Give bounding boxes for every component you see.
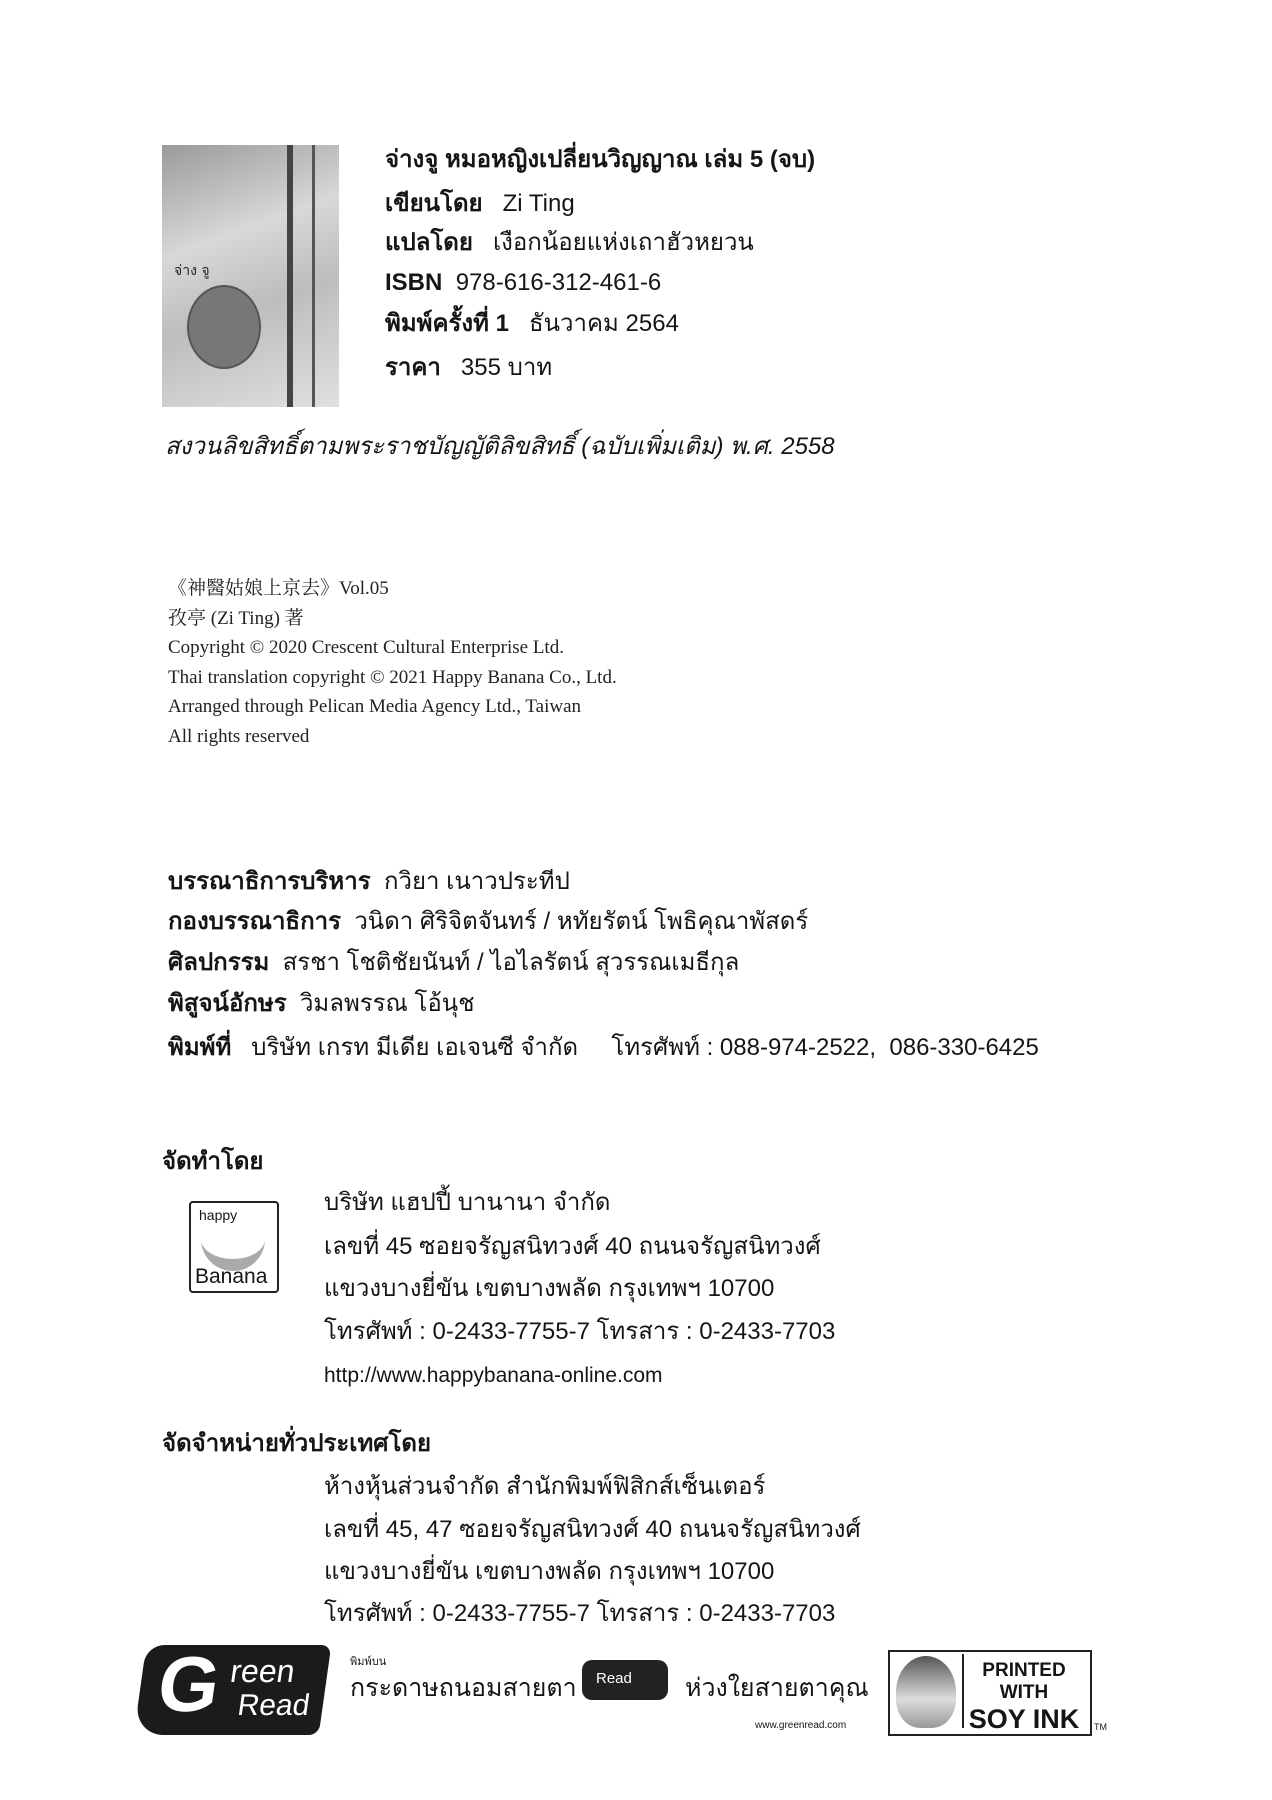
staff-role: พิมพ์ที่ — [168, 1034, 232, 1061]
logo-text-happy: happy — [199, 1207, 238, 1223]
rights-reserved: All rights reserved — [168, 725, 310, 747]
distributor-company: ห้างหุ้นส่วนจำกัด สำนักพิมพ์ฟิสิกส์เซ็นเตอร์ — [324, 1473, 766, 1500]
staff-names: กวิยา เนาวประทีป — [383, 868, 570, 895]
trademark: TM — [1094, 1722, 1107, 1732]
isbn-label: ISBN — [385, 269, 443, 296]
staff-role: กองบรรณาธิการ — [168, 908, 341, 935]
translation-copyright-line: Thai translation copyright © 2021 Happy Banana Co., Ltd. — [168, 666, 617, 688]
staff-row — [168, 1030, 1039, 1066]
translator-value: เงือกน้อยแห่งเถาฮัวหยวน — [492, 229, 754, 256]
edition-date: ธันวาคม 2564 — [528, 310, 679, 337]
logo-text-banana: Banana — [195, 1265, 268, 1288]
copyright-line: Copyright © 2020 Crescent Cultural Enterprise Ltd. — [168, 637, 564, 659]
cover-title: จ่าง จู — [174, 263, 210, 279]
staff-names: วนิดา ศิริจิตจันทร์ / หทัยรัตน์ โพธิคุณาพัสดร์ — [354, 908, 809, 935]
edition-row — [385, 306, 679, 342]
producer-address: เลขที่ 45 ซอยจรัญสนิทวงศ์ 40 ถนนจรัญสนิทวงศ์ — [324, 1233, 821, 1260]
producer-company: บริษัท แฮปปี้ บานานา จำกัด — [324, 1189, 611, 1216]
staff-row — [168, 986, 474, 1022]
author-label: เขียนโดย — [385, 190, 483, 217]
staff-row — [168, 904, 808, 940]
original-author: 孜亭 (Zi Ting) 著 — [168, 607, 304, 629]
staff-role: พิสูจน์อักษร — [168, 990, 287, 1017]
soy-text: SOY INK — [968, 1704, 1080, 1734]
staff-names: วิมลพรรณ โอ้นุช — [299, 990, 475, 1017]
isbn-row — [385, 265, 661, 301]
logo-text: Read — [596, 1670, 632, 1687]
logo-letter: G — [152, 1640, 226, 1728]
producer-address-district: แขวงบางยี่ขัน เขตบางพลัด กรุงเทพฯ 10700 — [324, 1275, 775, 1302]
staff-names: บริษัท เกรท มีเดีย เอเจนซี จำกัด โทรศัพท์ : 088-974-2522, 086-330-6425 — [251, 1034, 1039, 1061]
price-row — [385, 350, 552, 386]
price-label: ราคา — [385, 354, 441, 381]
staff-row — [168, 945, 739, 981]
logo-text: reen — [228, 1653, 298, 1689]
price-value: 355 บาท — [460, 354, 553, 381]
copyright-block — [168, 574, 617, 752]
edition-label: พิมพ์ครั้งที่ 1 — [385, 310, 509, 337]
distributor-address: เลขที่ 45, 47 ซอยจรัญสนิทวงศ์ 40 ถนนจรัญสนิทวงศ์ — [324, 1516, 861, 1543]
soy-text: PRINTED WITH — [982, 1660, 1066, 1703]
staff-names: สรชา โชติชัยนันท์ / ไอไลรัตน์ สุวรรณเมธีกุล — [282, 949, 740, 976]
logo-text: Read — [235, 1689, 312, 1722]
legal-notice: สงวนลิขสิทธิ์ตามพระราชบัญญัติลิขสิทธิ์ (ฉบับเพิ่มเติม) พ.ศ. 2558 — [165, 433, 835, 460]
staff-row — [168, 864, 570, 900]
staff-role: ศิลปกรรม — [168, 949, 270, 976]
green-read-small-logo — [582, 1660, 668, 1700]
isbn-value: 978-616-312-461-6 — [455, 269, 662, 296]
producer-heading: จัดทำโดย — [162, 1148, 264, 1175]
original-title: 《神醫姑娘上京去》Vol.05 — [168, 578, 389, 599]
staff-role: บรรณาธิการบริหาร — [168, 868, 371, 895]
slogan: ห่วงใยสายตาคุณ — [685, 1674, 869, 1702]
author-row — [385, 186, 575, 222]
green-read-url: www.greenread.com — [755, 1720, 847, 1731]
book-cover-image — [162, 145, 339, 407]
green-read-logo — [134, 1640, 332, 1735]
paper-label: กระดาษถนอมสายตา — [350, 1674, 577, 1702]
happy-banana-logo — [189, 1201, 279, 1293]
distributor-address-district: แขวงบางยี่ขัน เขตบางพลัด กรุงเทพฯ 10700 — [324, 1558, 775, 1585]
printed-on-label: พิมพ์บน — [350, 1656, 387, 1668]
translator-row — [385, 225, 754, 261]
ink-drop-icon — [896, 1656, 956, 1728]
author-value: Zi Ting — [502, 190, 575, 217]
book-title: จ่างจู หมอหญิงเปลี่ยนวิญญาณ เล่ม 5 (จบ) — [385, 146, 816, 173]
distributor-phone: โทรศัพท์ : 0-2433-7755-7 โทรสาร : 0-2433-7703 — [324, 1600, 836, 1627]
translator-label: แปลโดย — [385, 229, 473, 256]
producer-phone: โทรศัพท์ : 0-2433-7755-7 โทรสาร : 0-2433-7703 — [324, 1318, 836, 1345]
soy-ink-logo — [888, 1650, 1092, 1736]
producer-website-link[interactable]: http://www.happybanana-online.com — [324, 1364, 663, 1387]
distributor-heading: จัดจำหน่ายทั่วประเทศโดย — [162, 1430, 432, 1457]
agency-line: Arranged through Pelican Media Agency Ltd., Taiwan — [168, 696, 582, 718]
